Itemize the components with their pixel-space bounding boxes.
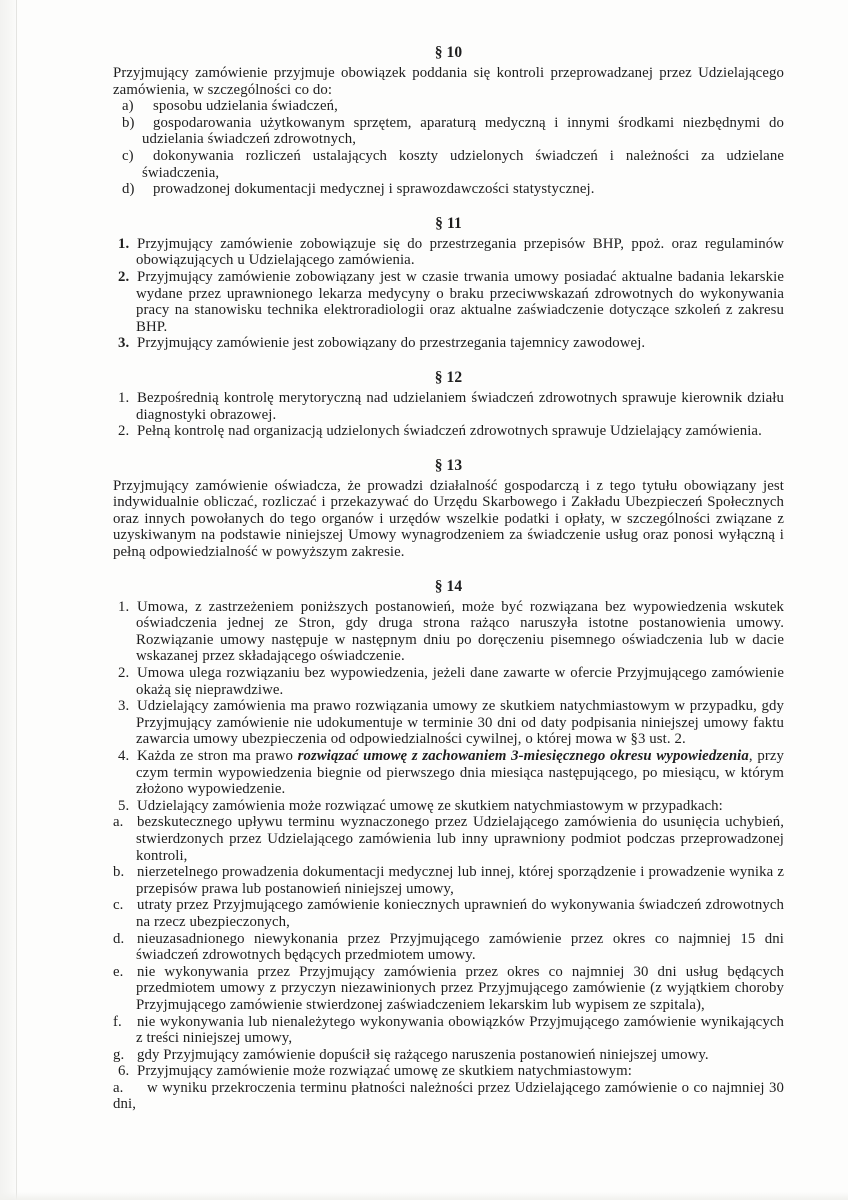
list-item bbox=[113, 1063, 784, 1080]
list-item bbox=[113, 814, 784, 864]
list-item-text: Przyjmujący zamówienie jest zobowiązany do przestrzegania tajemnicy zawodowej. bbox=[137, 335, 646, 352]
list-item-label: a. bbox=[113, 814, 124, 831]
list-item bbox=[113, 98, 784, 115]
list-item-label: g. bbox=[113, 1046, 125, 1063]
section-heading: § 12 bbox=[434, 368, 463, 386]
list-item-text: prowadzonej dokumentacji medycznej i sprawozdawczości statystycznej. bbox=[153, 181, 595, 198]
text-segment: Każda ze stron ma prawo bbox=[137, 748, 298, 764]
list-item-text: Przyjmujący zamówienie zobowiązany jest w czasie trwania umowy posiadać aktualne badania lekarskie wydane przez uprawnionego lekarza medycyny o braku przeciwwskazań zdrowotnych do wykonywania pracy na stanowisku technika elektroradiologii oraz aktualne zaświadczenie dotyczące szkoleń z zakresu BHP. bbox=[136, 268, 784, 335]
list-item bbox=[113, 1080, 784, 1113]
list-item bbox=[113, 236, 784, 269]
list-item bbox=[113, 665, 784, 698]
list-item-text: Przyjmujący zamówienie zobowiązuje się do przestrzegania przepisów BHP, ppoż. oraz regulaminów obowiązujących u Udzielającego zamówienia. bbox=[136, 235, 784, 269]
list-item-label: 2. bbox=[118, 268, 130, 285]
section bbox=[113, 578, 784, 1113]
list-item bbox=[113, 148, 784, 181]
list-item-label: e. bbox=[113, 963, 124, 980]
list-item bbox=[113, 931, 784, 964]
list-item-label: a) bbox=[122, 98, 134, 115]
text-segment: , przy czym termin wypowiedzenia biegnie od pierwszego dnia miesiąca następującego, po miesiącu, w którym złożono wypowiedzenie. bbox=[136, 748, 785, 798]
list-item bbox=[113, 269, 784, 335]
list-item bbox=[113, 181, 784, 198]
list-item bbox=[113, 115, 784, 148]
list-item-label: d) bbox=[122, 181, 135, 198]
list-item bbox=[113, 798, 784, 815]
list-item-text: sposobu udzielania świadczeń, bbox=[153, 98, 338, 115]
list-item bbox=[113, 599, 784, 665]
list-item bbox=[113, 964, 784, 1014]
paragraph: Przyjmujący zamówienie oświadcza, że prowadzi działalność gospodarczą i z tego tytułu obowiązany jest indywidualnie obliczać, rozliczać i przekazywać do Urzędu Skarbowego i Zakładu Ubezpieczeń Społecznych oraz innych powołanych do tego organów i urzędów wszelkie podatki i opłaty, w szczególności związane z uzyskiwanym na podstawie niniejszej Umowy wynagrodzeniem za świadczenie usług oraz ponosi wyłączną i pełną odpowiedzialność w powyższym zakresie. bbox=[113, 477, 784, 561]
list-item-label: f. bbox=[113, 1013, 122, 1030]
list-item-text: nie wykonywania przez Przyjmujący zamówienia przez okres co najmniej 30 dni usług będących przedmiotem umowy z przyczyn niezawinionych przez Przyjmującego zamówienie (z wyjątkiem choroby Przyjmującego zamówienie stwierdzonej zaświadczeniem lekarskim lub wypisem ze szpitala), bbox=[136, 963, 784, 1013]
list-item-text: dokonywania rozliczeń ustalających koszty udzielonych świadczeń i należności za udzielane świadczenia, bbox=[142, 147, 784, 181]
list-item bbox=[113, 390, 784, 423]
list-item-label: 4. bbox=[118, 748, 130, 764]
list-item-label: c) bbox=[122, 147, 134, 164]
list-item bbox=[113, 1047, 784, 1064]
list-item-text: Bezpośrednią kontrolę merytoryczną nad udzielaniem świadczeń zdrowotnych sprawuje kierownik działu diagnostyki obrazowej. bbox=[136, 389, 784, 423]
section-heading: § 14 bbox=[434, 577, 463, 595]
list-item-label: b) bbox=[122, 114, 135, 131]
list-item-text: gospodarowania użytkowanym sprzętem, aparaturą medyczną i innymi środkami niezbędnymi do udzielania świadczeń zdrowotnych, bbox=[142, 114, 784, 148]
list-item-text: Umowa ulega rozwiązaniu bez wypowiedzenia, jeżeli dane zawarte w ofercie Przyjmującego zamówienie okażą się nieprawdziwe. bbox=[136, 665, 784, 698]
list-item-label: 1. bbox=[118, 598, 130, 615]
section-heading: § 10 bbox=[434, 44, 463, 61]
list-item-text: w wyniku przekroczenia terminu płatności należności przez Udzielającego zamówienie o co najmniej 30 dni, bbox=[113, 1079, 784, 1113]
list-item-text: Umowa, z zastrzeżeniem poniższych postanowień, może być rozwiązana bez wypowiedzenia wskutek oświadczenia jednej ze Stron, gdy druga strona rażąco naruszyła istotne postanowienia umowy. Rozwiązanie umowy następuje w następnym dniu po doręczeniu pisemnego oświadczenia lub w dacie wskazanej przez składającego oświadczenie. bbox=[136, 598, 784, 665]
section-heading: § 11 bbox=[435, 214, 462, 232]
list-item-label: c. bbox=[113, 897, 124, 914]
list-item bbox=[113, 335, 784, 352]
section-heading: § 13 bbox=[434, 456, 463, 474]
list-item-label: a. bbox=[113, 1079, 124, 1096]
list-item-label: 3. bbox=[118, 335, 130, 352]
list-item bbox=[113, 423, 784, 440]
paragraph: Przyjmujący zamówienie przyjmuje obowiązek poddania się kontroli przeprowadzanej przez Udzielającego zamówienia, w szczególności co do: bbox=[113, 65, 784, 98]
list-item-label: 5. bbox=[118, 797, 130, 814]
section bbox=[113, 44, 784, 198]
list-item bbox=[113, 864, 784, 897]
list-item bbox=[113, 1014, 784, 1047]
text-segment: rozwiązać umowę z zachowaniem 3-miesięcznego okresu wypowiedzenia bbox=[297, 748, 749, 764]
scan-edge-bottom bbox=[0, 1192, 848, 1200]
list-item-text: nie wykonywania lub nienależytego wykonywania obowiązków Przyjmującego zamówienie wynikających z treści niniejszej umowy, bbox=[136, 1013, 784, 1047]
section bbox=[113, 215, 784, 352]
list-item-text: nieuzasadnionego niewykonania przez Przyjmującego zamówienie przez okres co najmniej 15 dni świadczeń zdrowotnych będących przedmiotem umowy. bbox=[136, 930, 784, 964]
list-item bbox=[113, 897, 784, 930]
list-item-label: 1. bbox=[118, 389, 130, 406]
list-item-label: b. bbox=[113, 864, 125, 881]
section bbox=[113, 457, 784, 561]
list-item-label: 2. bbox=[118, 423, 130, 440]
list-item-text: Udzielający zamówienia ma prawo rozwiązania umowy ze skutkiem natychmiastowym w przypadku, gdy Przyjmujący zamówienie nie udokumentuje w terminie 30 dni od daty podpisania niniejszej umowy faktu zawarcia umowy ubezpieczenia od odpowiedzialności cywilnej, o której mowa w §3 ust. 2. bbox=[136, 698, 784, 748]
list-item-label: d. bbox=[113, 930, 125, 947]
list-item bbox=[113, 698, 784, 748]
list-item-label: 3. bbox=[118, 698, 130, 715]
list-item-text: Pełną kontrolę nad organizacją udzielonych świadczeń zdrowotnych sprawuje Udzielający zamówienia. bbox=[137, 423, 762, 440]
list-item-text: Udzielający zamówienia może rozwiązać umowę ze skutkiem natychmiastowym w przypadkach: bbox=[137, 797, 723, 814]
list-item-text: nierzetelnego prowadzenia dokumentacji medycznej lub innej, której sporządzenie i prowadzenie wynika z przepisów prawa lub postanowień niniejszej umowy, bbox=[136, 864, 784, 897]
list-item-text: utraty przez Przyjmującego zamówienie koniecznych uprawnień do wykonywania świadczeń zdrowotnych na rzecz ubezpieczonych, bbox=[136, 897, 784, 930]
list-item-text bbox=[136, 748, 784, 797]
list-item-label: 6. bbox=[118, 1063, 130, 1080]
list-item-text: gdy Przyjmujący zamówienie dopuścił się rażącego naruszenia postanowień niniejszej umowy. bbox=[137, 1046, 709, 1063]
list-item-text: Przyjmujący zamówienie może rozwiązać umowę ze skutkiem natychmiastowym: bbox=[137, 1063, 632, 1080]
section bbox=[113, 369, 784, 440]
list-item bbox=[113, 748, 784, 798]
list-item-label: 2. bbox=[118, 665, 130, 682]
list-item-text: bezskutecznego upływu terminu wyznaczonego przez Udzielającego zamówienia do usunięcia uchybień, stwierdzonych przez Udzielającego zamówienia lub inny uprawniony podmiot podczas przeprowadzonej kontroli, bbox=[136, 814, 784, 864]
list-item-label: 1. bbox=[118, 235, 130, 252]
